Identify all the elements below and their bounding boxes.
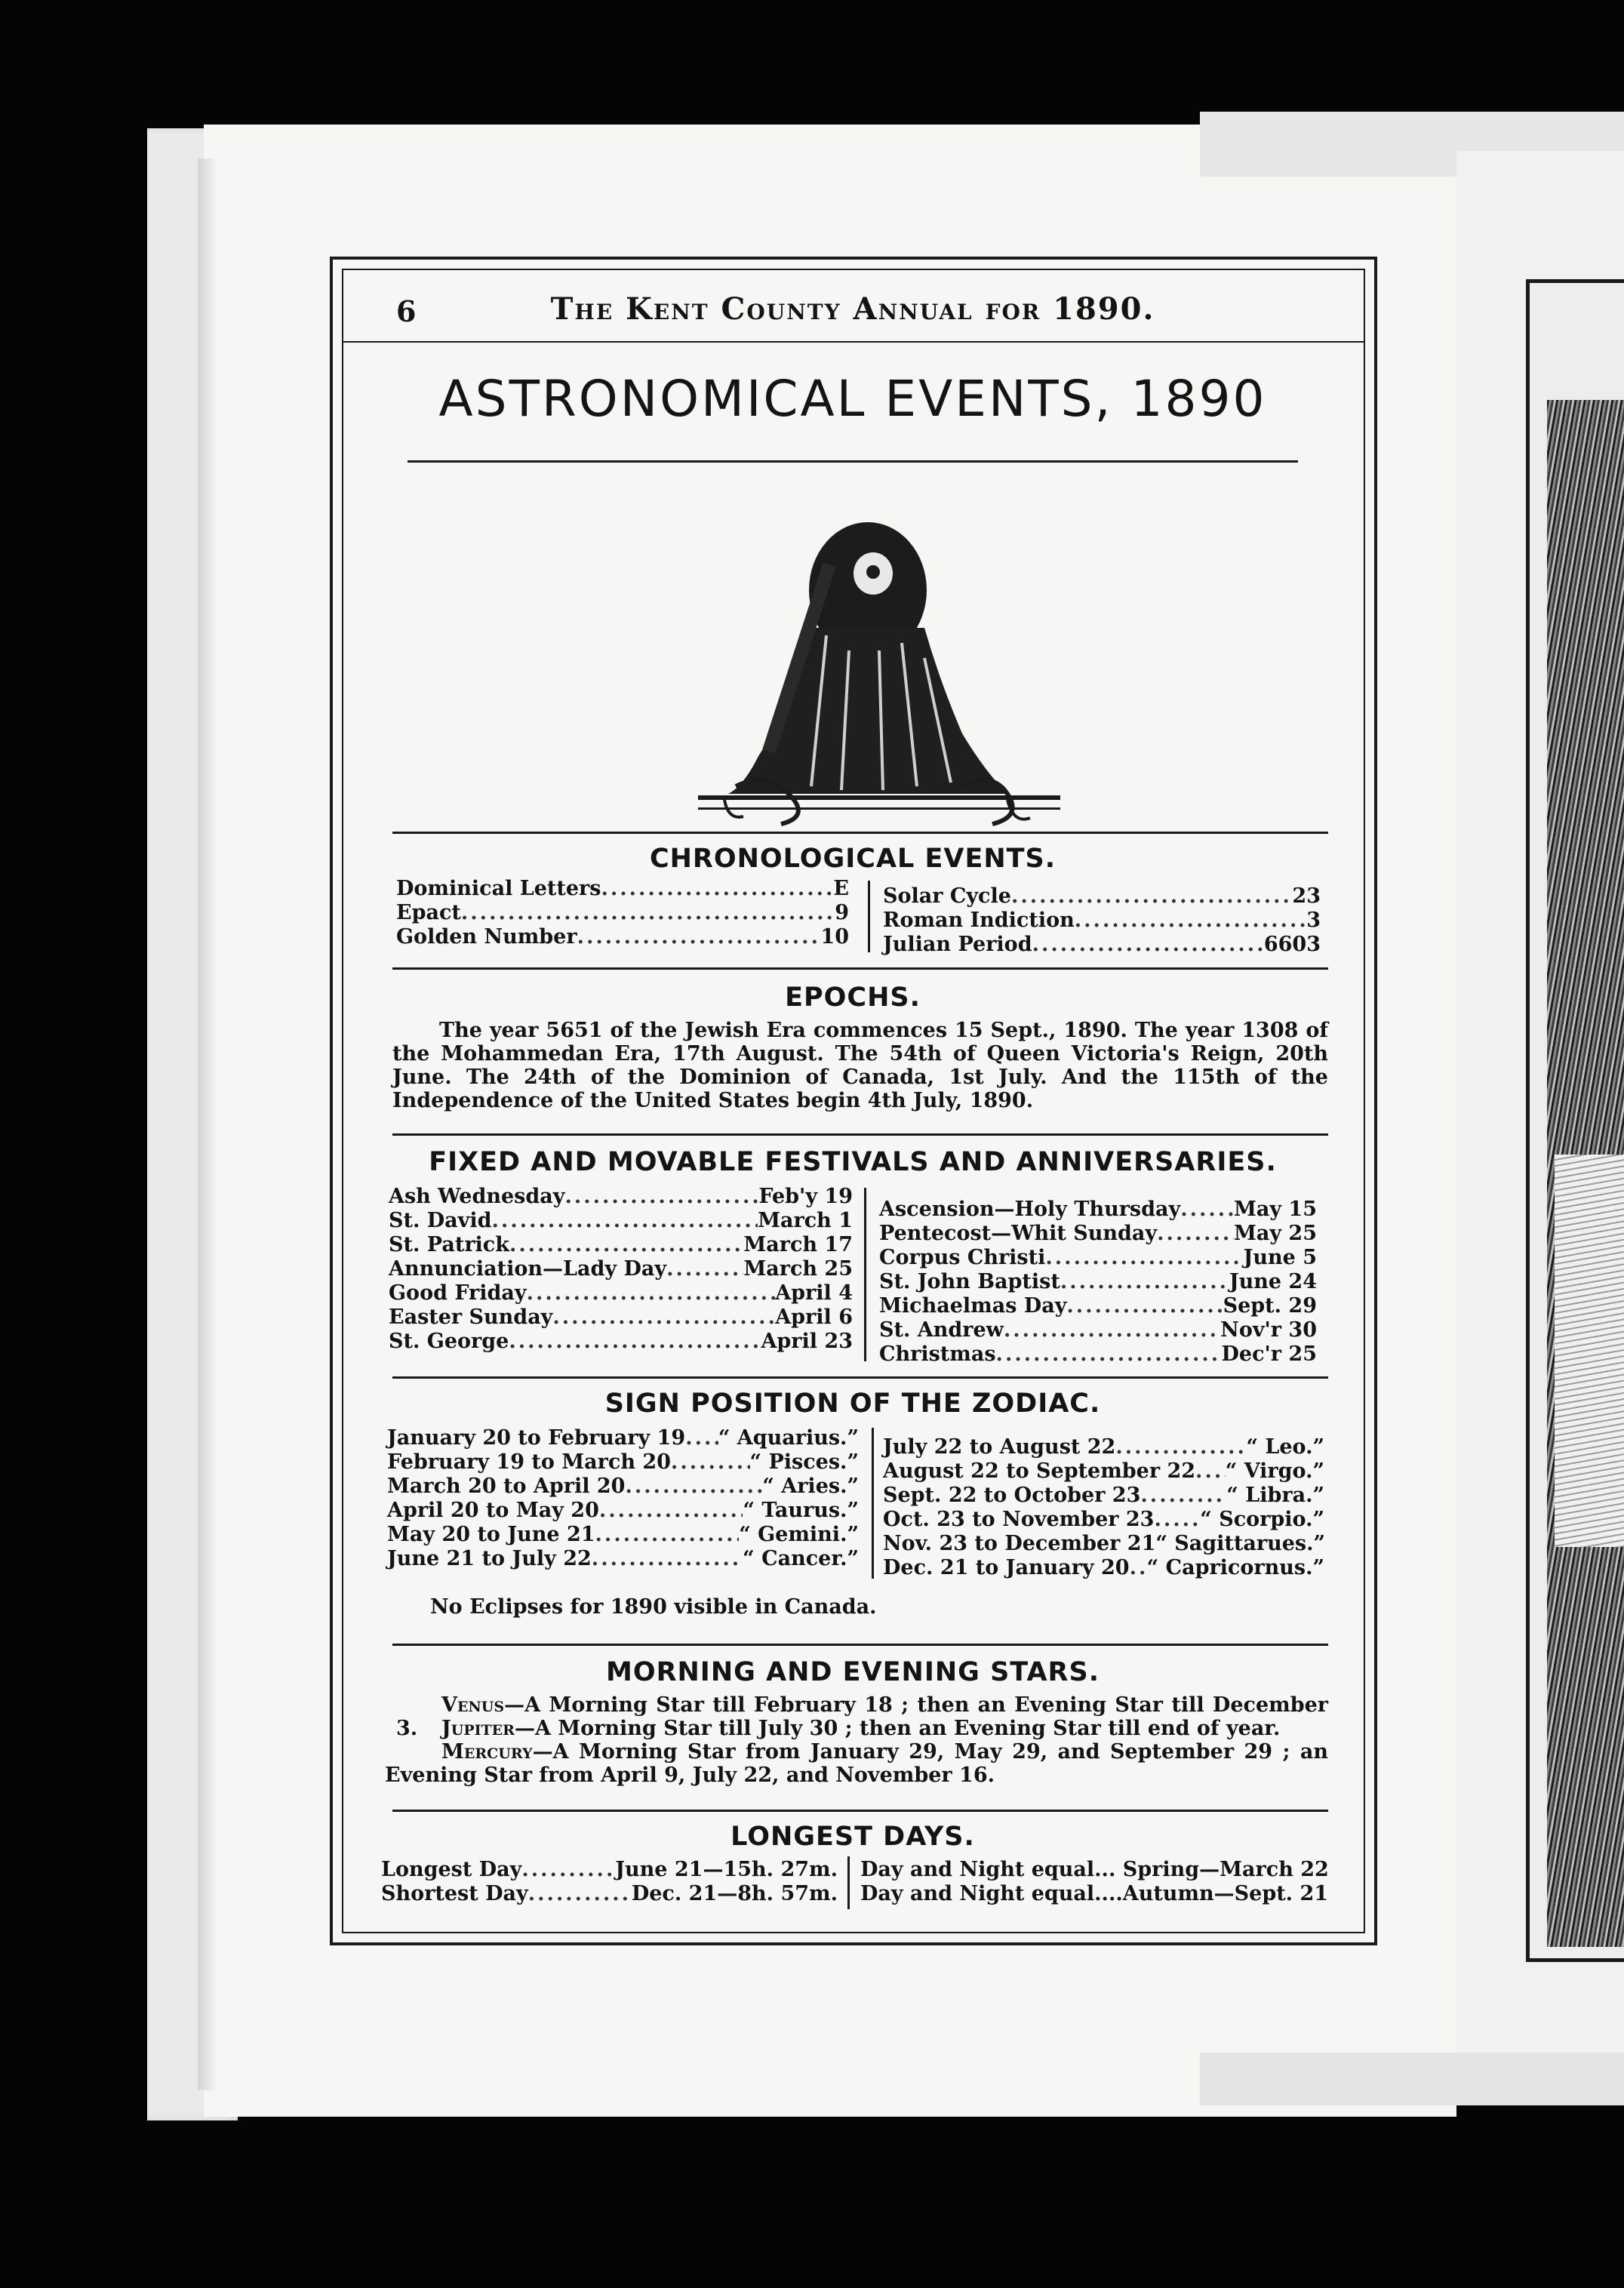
chronological-heading: CHRONOLOGICAL EVENTS.	[649, 844, 1057, 874]
section-rule	[392, 1810, 1328, 1812]
stars-heading: MORNING AND EVENING STARS.	[605, 1657, 1100, 1687]
list-item: St. George ..... April 23	[389, 1330, 853, 1354]
chronological-right-column	[883, 884, 1321, 957]
longest-days-heading: LONGEST DAYS.	[730, 1822, 975, 1852]
festivals-heading: FIXED AND MOVABLE FESTIVALS AND ANNIVERSARIES.	[429, 1147, 1277, 1177]
page-gutter-shadow	[198, 158, 216, 2090]
list-item: Ash Wednesday ..... Feb'y 19	[389, 1185, 853, 1209]
section-rule	[392, 832, 1328, 834]
list-item: Sept. 22 to October 23 ..... “ Libra.”	[883, 1484, 1324, 1508]
festivals-right-column	[879, 1198, 1317, 1367]
astronomer-vignette	[653, 484, 1075, 862]
section-rule	[392, 1376, 1328, 1379]
page-content	[351, 273, 1355, 1926]
list-item: May 20 to June 21 ..... “ Gemini.”	[387, 1523, 859, 1547]
list-item: Good Friday ..... April 4	[389, 1281, 853, 1305]
list-item: Nov. 23 to December 21 “ Sagittarues.”	[883, 1532, 1326, 1555]
list-item: Golden Number ..... 10	[396, 925, 849, 949]
eclipse-note: No Eclipses for 1890 visible in Canada.	[430, 1595, 877, 1619]
list-item: March 20 to April 20 ..... “ Aries.”	[387, 1475, 859, 1499]
column-divider	[872, 1428, 874, 1579]
list-item: January 20 to February 19 ..... “ Aquarius.”	[387, 1426, 859, 1450]
festivals-left-column	[389, 1185, 853, 1354]
epochs-heading: EPOCHS.	[785, 983, 921, 1013]
jupiter-entry	[396, 1717, 1328, 1740]
list-item: Day and Night equal... Spring —March 22	[860, 1858, 1329, 1881]
section-rule	[392, 967, 1328, 970]
list-item: June 21 to July 22 ..... “ Cancer.”	[387, 1547, 859, 1571]
zodiac-right-column	[883, 1435, 1324, 1580]
list-item: Day and Night equal....Autumn —Sept. 21	[860, 1882, 1329, 1905]
list-item: July 22 to August 22 ..... “ Leo.”	[883, 1435, 1324, 1459]
list-item: February 19 to March 20 ..... “ Pisces.”	[387, 1450, 859, 1475]
chronological-left-column	[396, 877, 849, 949]
mercury-name: Mercury	[441, 1740, 533, 1764]
epochs-paragraph: The year 5651 of the Jewish Era commences 15 Sept., 1890. The year 1308 of the Mohammedan Era, 17th August. The 54th of Queen Victoria's Reign, 20th June. The 24th of the Dominion of Canada, 1st July. And the 115th of the Independence of the United States begin 4th July, 1890.	[392, 1019, 1328, 1112]
header-rule	[342, 341, 1365, 343]
facing-engraving-highlight	[1555, 1155, 1624, 1547]
list-item: Dominical Letters ..... E	[396, 877, 849, 901]
section-rule	[392, 1133, 1328, 1136]
zodiac-left-column	[387, 1426, 859, 1571]
list-item: Michaelmas Day ..... Sept. 29	[879, 1294, 1317, 1318]
list-item: St. Andrew ..... Nov'r 30	[879, 1318, 1317, 1342]
jupiter-name: Jupiter	[441, 1717, 515, 1740]
binding-strip-bottom	[1200, 2053, 1624, 2105]
list-item: August 22 to September 22 ..... “ Virgo.”	[883, 1459, 1324, 1484]
list-item: Epact ..... 9	[396, 901, 849, 925]
list-item: Easter Sunday ..... April 6	[389, 1305, 853, 1330]
list-item: Dec. 21 to January 20 ..... “ Capricornus.”	[883, 1556, 1324, 1580]
list-item: St. David ..... March 1	[389, 1209, 853, 1233]
list-item: Corpus Christi ..... June 5	[879, 1246, 1317, 1270]
list-item: Ascension—Holy Thursday ..... May 15	[879, 1198, 1317, 1222]
page-number: 6	[396, 294, 417, 328]
column-divider	[864, 1188, 866, 1361]
list-item: St. Patrick ..... March 17	[389, 1233, 853, 1257]
list-item: Annunciation—Lady Day ..... March 25	[389, 1257, 853, 1281]
zodiac-heading: SIGN POSITION OF THE ZODIAC.	[604, 1388, 1101, 1419]
list-item: Roman Indiction ..... 3	[883, 909, 1321, 933]
mercury-entry	[385, 1740, 1328, 1787]
list-item: Solar Cycle ..... 23	[883, 884, 1321, 909]
section-rule	[392, 1644, 1328, 1646]
column-divider	[868, 881, 870, 952]
list-item: Oct. 23 to November 23 ..... “ Scorpio.”	[883, 1508, 1324, 1532]
page-title: ASTRONOMICAL EVENTS, 1890	[438, 370, 1267, 428]
list-item: Longest Day ..... June 21—15h. 27m.	[381, 1858, 838, 1882]
venus-text: —A Morning Star till February 18 ; then an Evening Star till December 3.	[396, 1693, 1328, 1740]
list-item: Christmas ..... Dec'r 25	[879, 1342, 1317, 1367]
longest-days-left-column	[381, 1858, 838, 1906]
running-title: The Kent County Annual for 1890.	[550, 291, 1155, 327]
venus-name: Venus	[441, 1693, 505, 1717]
jupiter-text: —A Morning Star till July 30 ; then an Evening Star till end of year.	[514, 1717, 1281, 1740]
title-rule	[408, 460, 1298, 463]
list-item: St. John Baptist ..... June 24	[879, 1270, 1317, 1294]
list-item: Julian Period ..... 6603	[883, 933, 1321, 957]
list-item: April 20 to May 20 ..... “ Taurus.”	[387, 1499, 859, 1523]
list-item: Shortest Day ..... Dec. 21—8h. 57m.	[381, 1882, 838, 1906]
list-item: Pentecost—Whit Sunday ..... May 25	[879, 1222, 1317, 1246]
mercury-text: —A Morning Star from January 29, May 29, and September 29 ; an Evening Star from April 9, July 22, and November 16.	[385, 1740, 1328, 1787]
running-header	[351, 273, 1355, 334]
longest-days-right-column	[860, 1858, 1329, 1906]
column-divider	[847, 1856, 850, 1909]
